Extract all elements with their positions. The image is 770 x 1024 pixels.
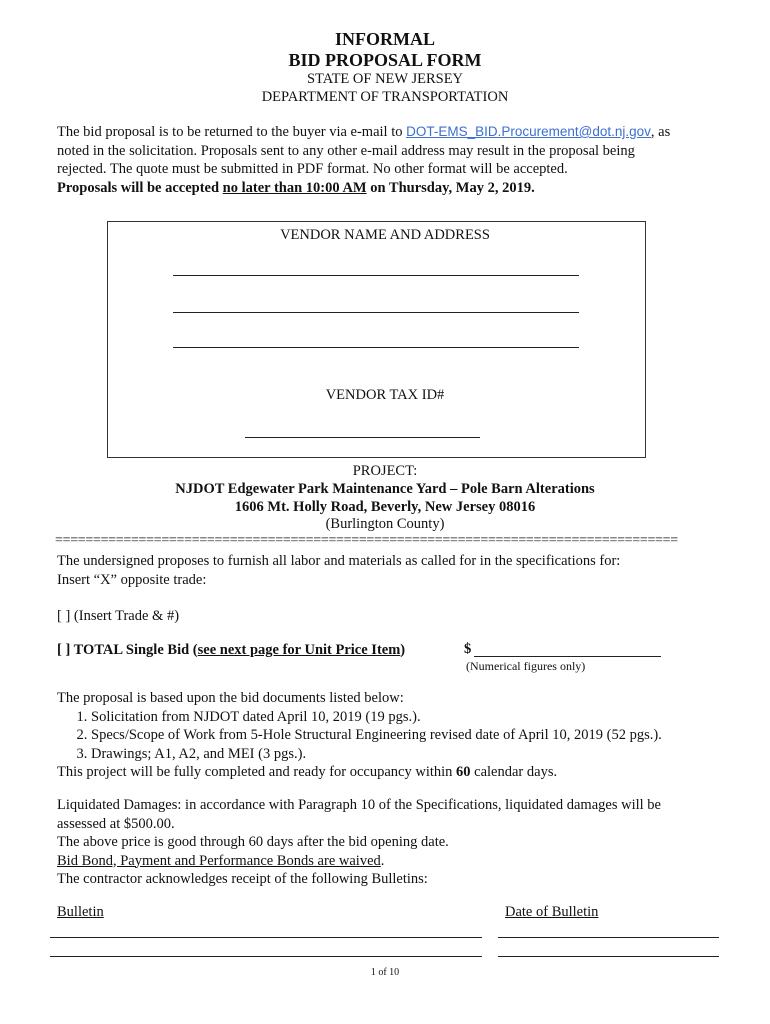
bulletin-entry-line-2[interactable] bbox=[50, 956, 482, 957]
form-title-line1: INFORMAL bbox=[335, 29, 435, 49]
deadline-date: on Thursday, May 2, 2019. bbox=[366, 179, 535, 196]
section-divider: ================================================================================== bbox=[55, 533, 678, 548]
project-name: NJDOT Edgewater Park Maintenance Yard – Pole Barn Alterations bbox=[175, 481, 595, 497]
completion-suffix: calendar days. bbox=[470, 764, 558, 780]
vendor-address-line-3[interactable] bbox=[173, 347, 579, 348]
list-item: 3. Drawings; A1, A2, and MEI (3 pgs.). bbox=[91, 745, 727, 764]
department-name: DEPARTMENT OF TRANSPORTATION bbox=[261, 89, 509, 105]
price-validity: The above price is good through 60 days after the bid opening date. bbox=[57, 834, 449, 850]
vendor-address-line-1[interactable] bbox=[173, 275, 579, 276]
project-label: PROJECT: bbox=[352, 463, 418, 479]
bulletin-date-column-header: Date of Bulletin bbox=[505, 904, 599, 920]
procurement-email-link[interactable]: DOT-EMS_BID.Procurement@dot.nj.gov bbox=[406, 124, 651, 139]
deadline-prefix: Proposals will be accepted bbox=[57, 179, 223, 196]
completion-statement bbox=[57, 763, 727, 782]
terms-section bbox=[57, 796, 727, 889]
state-name: STATE OF NEW JERSEY bbox=[306, 71, 464, 87]
form-title-line2: BID PROPOSAL FORM bbox=[288, 50, 482, 70]
unit-price-reference: see next page for Unit Price Item bbox=[197, 642, 401, 658]
bid-documents-list bbox=[57, 708, 727, 764]
bulletin-column-header: Bulletin bbox=[57, 904, 104, 920]
bonds-waived-text: Bid Bond, Payment and Performance Bonds are waived bbox=[57, 852, 381, 869]
completion-days: 60 bbox=[456, 764, 471, 780]
list-item: 2. Specs/Scope of Work from 5-Hole Structural Engineering revised date of April 10, 2019 (52 pgs.). bbox=[91, 726, 727, 745]
total-bid-suffix: ) bbox=[400, 642, 406, 658]
vendor-address-line-2[interactable] bbox=[173, 312, 579, 313]
bulletins-acknowledgement: The contractor acknowledges receipt of the following Bulletins: bbox=[57, 871, 428, 887]
intro-line-2: noted in the solicitation. Proposals sent to any other e-mail address may result in the proposal being bbox=[57, 142, 635, 159]
insert-trade-option[interactable]: [ ] (Insert Trade & #) bbox=[57, 608, 180, 624]
intro-text-after-link: , as bbox=[650, 124, 671, 140]
intro-text: The bid proposal is to be returned to the buyer via e-mail to bbox=[57, 124, 407, 140]
bid-documents-section bbox=[57, 689, 727, 782]
bonds-waived bbox=[57, 852, 727, 871]
total-bid-amount-line[interactable] bbox=[474, 656, 661, 657]
deadline-statement bbox=[57, 179, 727, 198]
vendor-tax-id-line[interactable] bbox=[245, 437, 480, 438]
vendor-info-box bbox=[107, 221, 646, 458]
page-number: 1 of 10 bbox=[370, 967, 400, 978]
vendor-tax-label: VENDOR TAX ID# bbox=[325, 387, 445, 403]
list-item: 1. Solicitation from NJDOT dated April 10, 2019 (19 pgs.). bbox=[91, 708, 727, 727]
bulletin-date-line-1[interactable] bbox=[498, 937, 719, 938]
bulletin-date-line-2[interactable] bbox=[498, 956, 719, 957]
completion-prefix: This project will be fully completed and ready for occupancy within bbox=[57, 764, 457, 780]
trade-statement: The undersigned proposes to furnish all labor and materials as called for in the specifications for: bbox=[57, 553, 621, 569]
vendor-name-label: VENDOR NAME AND ADDRESS bbox=[280, 227, 490, 243]
total-bid-prefix: [ ] TOTAL Single Bid ( bbox=[57, 642, 198, 658]
deadline-time: no later than 10:00 AM bbox=[222, 179, 367, 196]
liquidated-damages-line1: Liquidated Damages: in accordance with Paragraph 10 of the Specifications, liquidated damages will be bbox=[57, 797, 661, 813]
intro-line-3: rejected. The quote must be submitted in PDF format. No other format will be accepted. bbox=[57, 161, 568, 177]
numerical-figures-note: (Numerical figures only) bbox=[466, 659, 586, 673]
project-address: 1606 Mt. Holly Road, Beverly, New Jersey 08016 bbox=[234, 499, 536, 515]
intro-paragraph bbox=[57, 123, 727, 197]
trade-section bbox=[57, 552, 727, 589]
dollar-sign: $ bbox=[464, 641, 472, 657]
trade-instruction: Insert “X” opposite trade: bbox=[57, 571, 207, 588]
project-county: (Burlington County) bbox=[325, 516, 445, 532]
bid-documents-intro: The proposal is based upon the bid documents listed below: bbox=[57, 690, 404, 706]
bonds-period: . bbox=[380, 852, 385, 869]
liquidated-damages-line2: assessed at $500.00. bbox=[57, 815, 175, 832]
bulletin-entry-line-1[interactable] bbox=[50, 937, 482, 938]
